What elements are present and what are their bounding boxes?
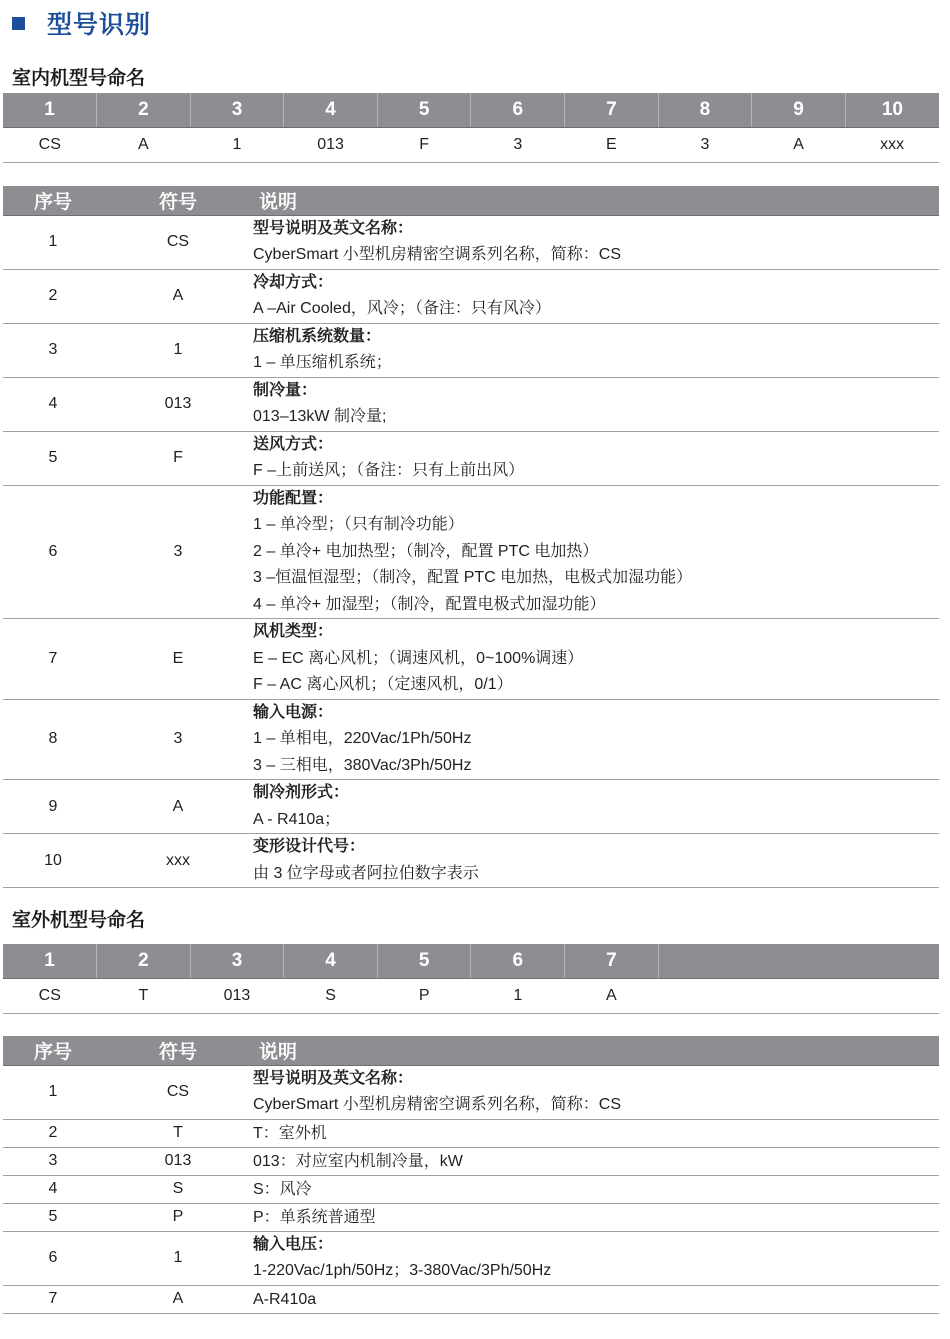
indoor-section-title: 室内机型号命名 <box>12 68 146 89</box>
table-row <box>3 1065 939 1119</box>
description-line: 013：对应室内机制冷量，kW <box>253 1152 463 1170</box>
code-cell: CS <box>3 127 97 162</box>
row-symbol: 013 <box>103 377 253 431</box>
code-cell: 1 <box>471 978 565 1013</box>
row-index: 3 <box>3 323 103 377</box>
row-description <box>253 323 939 377</box>
row-description <box>253 1119 939 1147</box>
row-description <box>253 215 939 269</box>
position-cell: 6 <box>471 93 565 127</box>
row-index: 3 <box>3 1147 103 1175</box>
table-row <box>3 1203 939 1231</box>
code-cell: E <box>565 127 659 162</box>
position-cell: 3 <box>190 93 284 127</box>
header-description <box>253 186 939 215</box>
outdoor-position-row <box>3 944 939 978</box>
row-symbol: T <box>103 1119 253 1147</box>
row-index: 5 <box>3 1203 103 1231</box>
description-heading: 冷却方式： <box>253 273 334 291</box>
description-line: 2 – 单冷+ 电加热型；（制冷，配置 PTC 电加热） <box>253 542 599 560</box>
table-row <box>3 1147 939 1175</box>
row-description <box>253 269 939 323</box>
table-row <box>3 377 939 431</box>
code-cell: A <box>97 127 191 162</box>
indoor-position-row <box>3 93 939 127</box>
row-index: 6 <box>3 485 103 619</box>
description-heading: 型号说明及英文名称： <box>253 1069 414 1087</box>
row-description <box>253 780 939 834</box>
code-cell: S <box>284 978 378 1013</box>
row-symbol: 3 <box>103 485 253 619</box>
row-description <box>253 699 939 780</box>
code-cell: 3 <box>658 127 752 162</box>
table-row <box>3 699 939 780</box>
code-cell: CS <box>3 978 97 1013</box>
page-title-row <box>12 6 151 40</box>
code-cell-empty <box>658 978 939 1013</box>
description-line: 1 – 单压缩机系统； <box>253 354 392 371</box>
description-heading: 型号说明及英文名称： <box>253 219 414 237</box>
description-heading: 风机类型： <box>253 623 334 640</box>
description-line: A - R410a； <box>253 810 341 828</box>
position-cell: 5 <box>377 93 471 127</box>
code-cell: 013 <box>190 978 284 1013</box>
description-heading: 送风方式： <box>253 435 334 453</box>
code-cell: 3 <box>471 127 565 162</box>
row-description <box>253 1285 939 1313</box>
row-symbol: P <box>103 1203 253 1231</box>
header-description <box>253 1036 939 1065</box>
code-cell: 013 <box>284 127 378 162</box>
outdoor-section-title: 室外机型号命名 <box>12 910 146 931</box>
row-symbol: CS <box>103 215 253 269</box>
description-line: A –Air Cooled，风冷；（备注：只有风冷） <box>253 300 551 317</box>
table-row <box>3 1175 939 1203</box>
position-cell: 5 <box>377 944 471 978</box>
code-cell: P <box>377 978 471 1013</box>
row-index: 2 <box>3 269 103 323</box>
position-cell: 6 <box>471 944 565 978</box>
description-line: 1 – 单相电，220Vac/1Ph/50Hz <box>253 730 472 747</box>
indoor-desc-table <box>3 186 939 888</box>
table-row <box>3 1119 939 1147</box>
row-symbol: F <box>103 431 253 485</box>
row-index: 8 <box>3 699 103 780</box>
position-cell-empty <box>658 944 939 978</box>
row-index: 7 <box>3 619 103 700</box>
code-cell: A <box>565 978 659 1013</box>
description-line: CyberSmart 小型机房精密空调系列名称，简称：CS <box>253 246 622 263</box>
table-row <box>3 1285 939 1313</box>
row-index: 4 <box>3 377 103 431</box>
position-cell: 7 <box>565 93 659 127</box>
row-symbol: S <box>103 1175 253 1203</box>
code-cell: T <box>97 978 191 1013</box>
table-row <box>3 323 939 377</box>
outdoor-desc-table <box>3 1036 939 1314</box>
header-index: 序号 <box>3 1036 103 1065</box>
table-row <box>3 431 939 485</box>
row-index: 1 <box>3 215 103 269</box>
table-row <box>3 1231 939 1285</box>
row-description <box>253 377 939 431</box>
code-cell: 1 <box>190 127 284 162</box>
row-symbol: xxx <box>103 834 253 888</box>
outdoor-desc-header-row <box>3 1036 939 1065</box>
code-cell: xxx <box>845 127 939 162</box>
row-description <box>253 619 939 700</box>
row-symbol: 1 <box>103 1231 253 1285</box>
description-line: A-R410a <box>253 1290 317 1308</box>
outdoor-code-table <box>3 944 939 1014</box>
description-heading: 输入电源： <box>253 703 334 721</box>
header-index: 序号 <box>3 186 103 215</box>
position-cell: 1 <box>3 944 97 978</box>
header-description-label: 说明 <box>259 1041 298 1063</box>
title-square-icon <box>12 17 25 30</box>
code-cell: F <box>377 127 471 162</box>
position-cell: 1 <box>3 93 97 127</box>
header-symbol: 符号 <box>103 186 253 215</box>
description-heading: 功能配置： <box>253 489 334 507</box>
description-line: S：风冷 <box>253 1180 312 1198</box>
code-cell: A <box>752 127 846 162</box>
header-symbol: 符号 <box>103 1036 253 1065</box>
position-cell: 4 <box>284 944 378 978</box>
description-heading: 输入电压： <box>253 1235 334 1253</box>
row-index: 7 <box>3 1285 103 1313</box>
row-description <box>253 1065 939 1119</box>
row-index: 2 <box>3 1119 103 1147</box>
row-description <box>253 1203 939 1231</box>
header-description-label: 说明 <box>259 191 298 213</box>
row-symbol: A <box>103 780 253 834</box>
description-line: T：室外机 <box>253 1124 327 1142</box>
row-index: 1 <box>3 1065 103 1119</box>
row-description <box>253 834 939 888</box>
table-row <box>3 619 939 700</box>
row-symbol: A <box>103 1285 253 1313</box>
table-row <box>3 780 939 834</box>
row-symbol: 1 <box>103 323 253 377</box>
description-line: 4 – 单冷+ 加湿型；（制冷，配置电极式加湿功能） <box>253 595 606 613</box>
indoor-desc-header-row <box>3 186 939 215</box>
position-cell: 3 <box>190 944 284 978</box>
description-line: 由 3 位字母或者阿拉伯数字表示 <box>253 864 479 882</box>
indoor-code-table <box>3 93 939 163</box>
row-symbol: E <box>103 619 253 700</box>
description-line: F – AC 离心风机；（定速风机，0/1） <box>253 676 513 693</box>
position-cell: 2 <box>97 93 191 127</box>
page-title: 型号识别 <box>47 11 152 39</box>
table-row <box>3 485 939 619</box>
row-symbol: A <box>103 269 253 323</box>
description-line: 3 – 三相电，380Vac/3Ph/50Hz <box>253 756 472 774</box>
row-symbol: CS <box>103 1065 253 1119</box>
row-index: 4 <box>3 1175 103 1203</box>
description-heading: 压缩机系统数量： <box>253 327 382 345</box>
description-line: 1 – 单冷型；（只有制冷功能） <box>253 516 464 533</box>
description-heading: 制冷量： <box>253 381 318 399</box>
row-index: 10 <box>3 834 103 888</box>
position-cell: 10 <box>845 93 939 127</box>
description-line: 1-220Vac/1ph/50Hz；3-380Vac/3Ph/50Hz <box>253 1262 552 1279</box>
row-index: 9 <box>3 780 103 834</box>
position-cell: 7 <box>565 944 659 978</box>
description-heading: 制冷剂形式： <box>253 784 350 801</box>
position-cell: 8 <box>658 93 752 127</box>
outdoor-code-row <box>3 978 939 1013</box>
position-cell: 4 <box>284 93 378 127</box>
table-row <box>3 834 939 888</box>
row-description <box>253 431 939 485</box>
row-index: 6 <box>3 1231 103 1285</box>
indoor-code-row <box>3 127 939 162</box>
description-heading: 变形设计代号： <box>253 838 366 855</box>
row-description <box>253 485 939 619</box>
table-row <box>3 269 939 323</box>
description-line: CyberSmart 小型机房精密空调系列名称，简称：CS <box>253 1096 622 1113</box>
description-line: F –上前送风；（备注：只有上前出风） <box>253 462 525 479</box>
row-description <box>253 1147 939 1175</box>
description-line: 013–13kW 制冷量; <box>253 408 387 425</box>
position-cell: 9 <box>752 93 846 127</box>
description-line: E – EC 离心风机；（调速风机，0~100%调速） <box>253 649 584 667</box>
row-symbol: 013 <box>103 1147 253 1175</box>
row-index: 5 <box>3 431 103 485</box>
description-line: 3 –恒温恒湿型；（制冷，配置 PTC 电加热，电极式加湿功能） <box>253 569 693 586</box>
table-row <box>3 215 939 269</box>
row-description <box>253 1231 939 1285</box>
row-description <box>253 1175 939 1203</box>
row-symbol: 3 <box>103 699 253 780</box>
description-line: P：单系统普通型 <box>253 1208 376 1226</box>
position-cell: 2 <box>97 944 191 978</box>
